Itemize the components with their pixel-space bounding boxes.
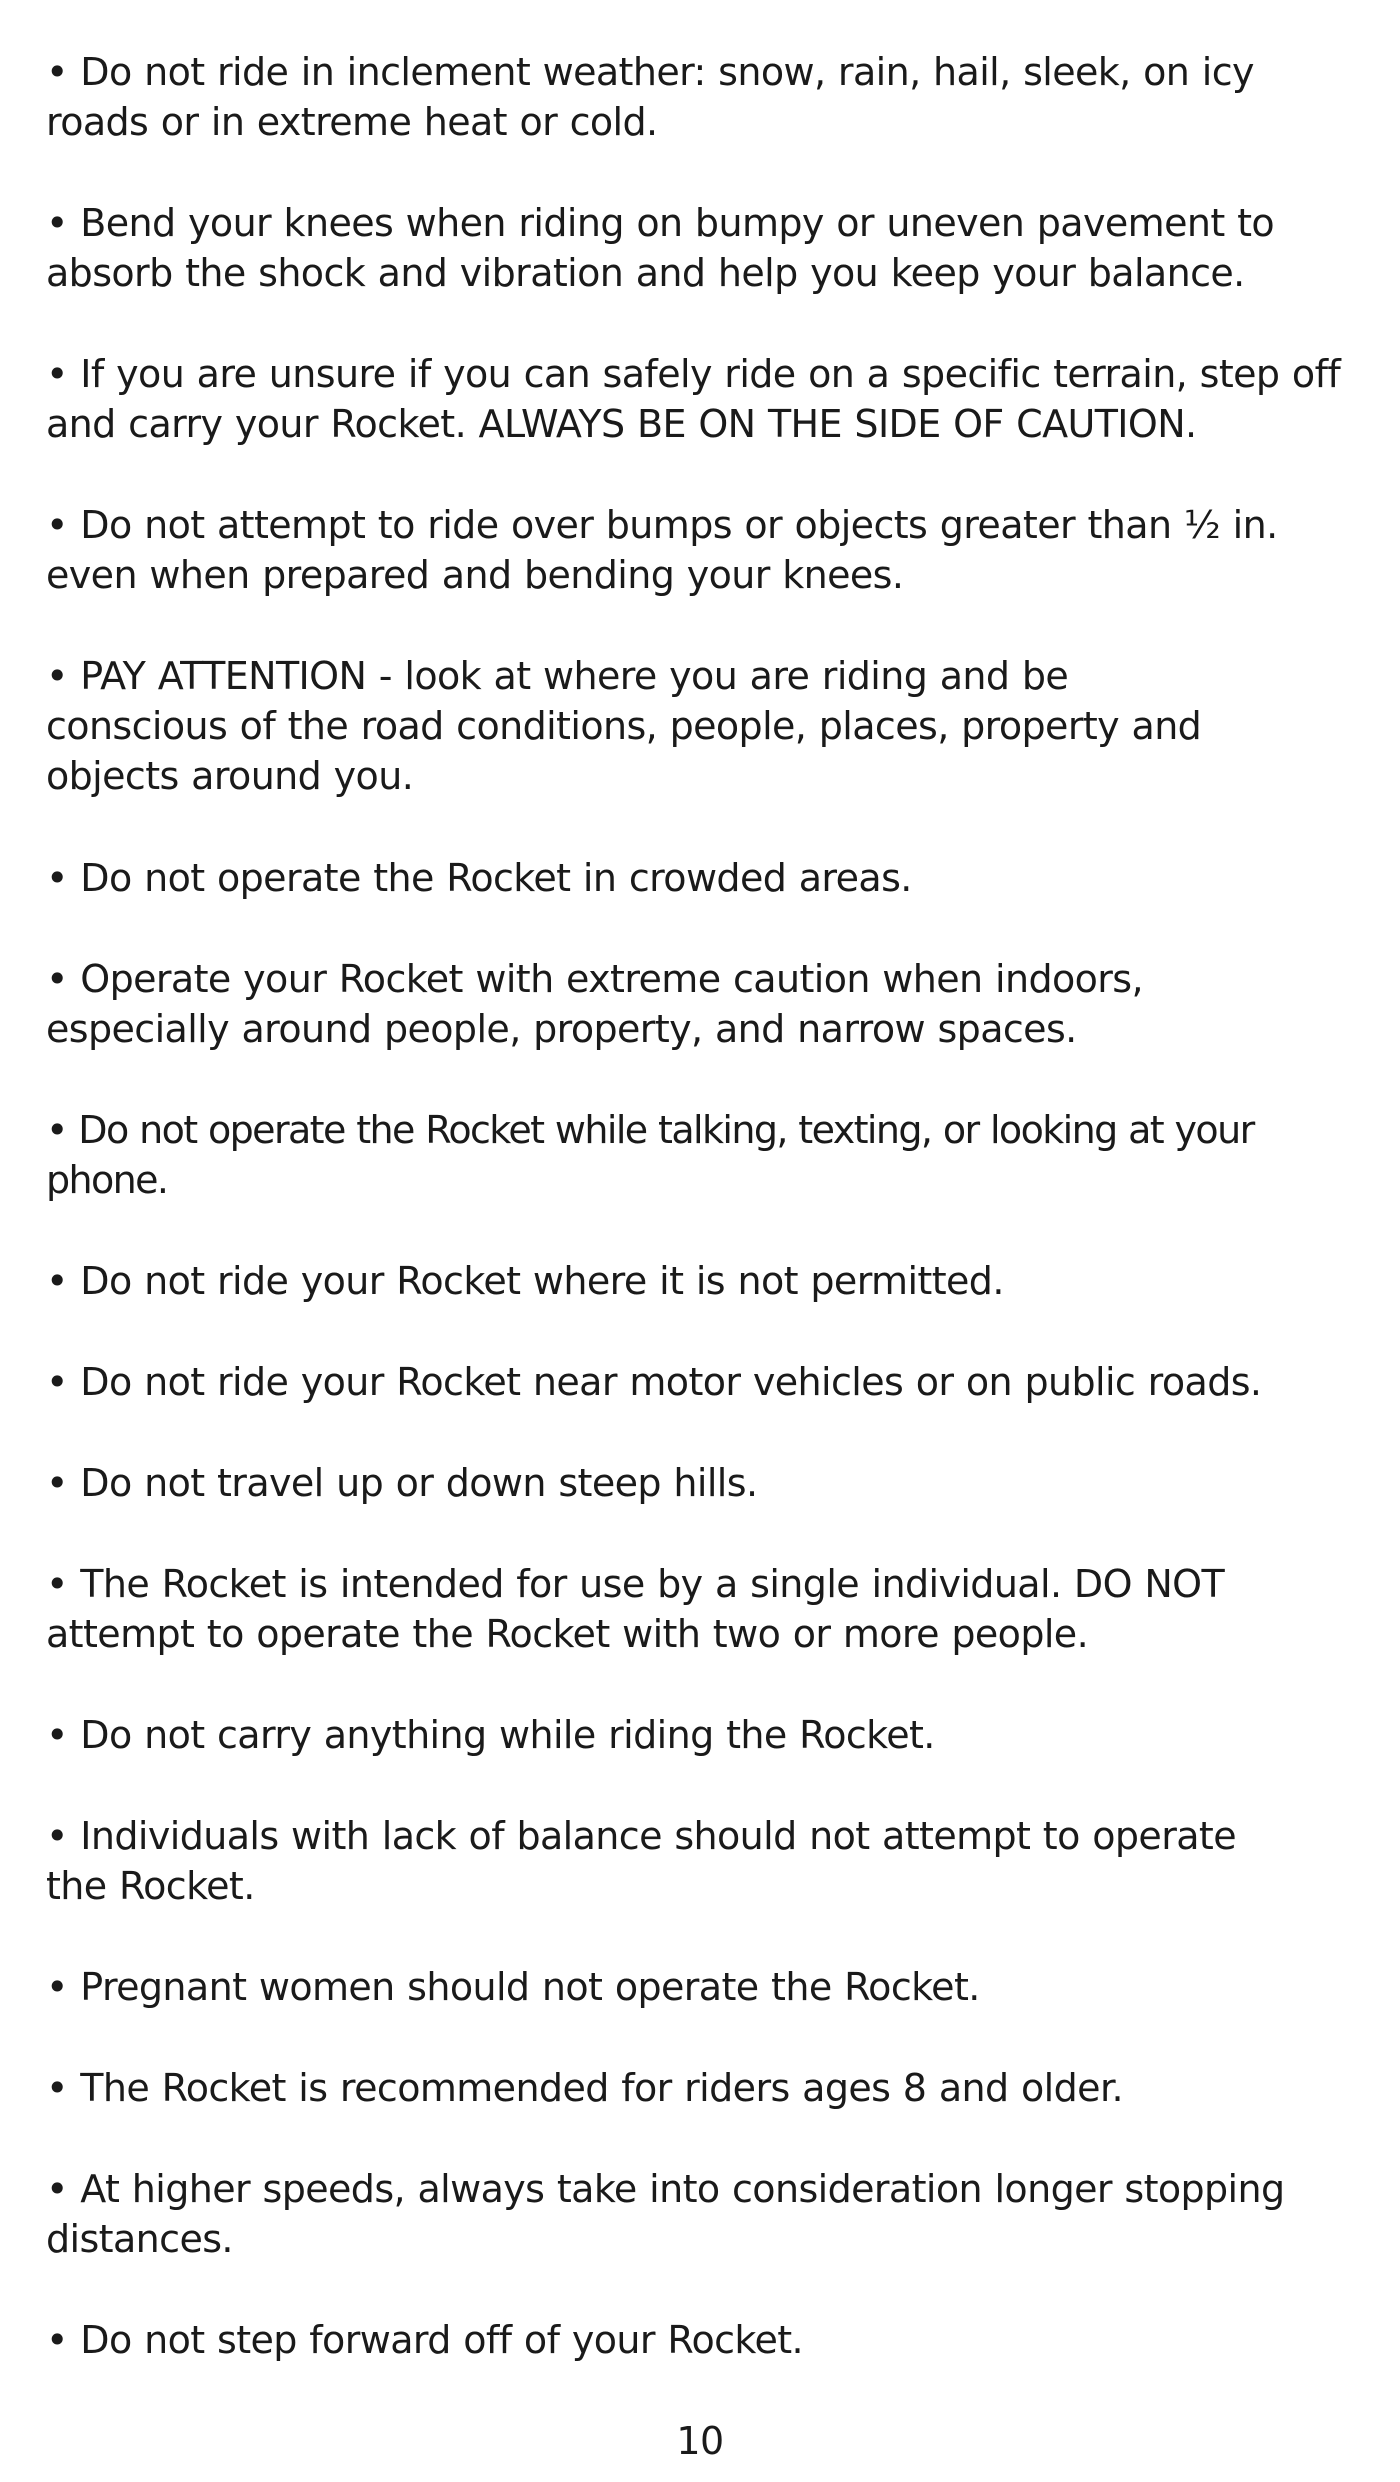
safety-item-carry-anything: [46, 1710, 1366, 1760]
item-line: roads or in extreme heat or cold.: [46, 100, 658, 144]
item-line: • Do not carry anything while riding the Rocket.: [46, 1713, 935, 1757]
item-line: • The Rocket is intended for use by a single individual. DO NOT: [46, 1562, 1225, 1606]
safety-item-not-permitted: [46, 1256, 1366, 1306]
item-line: attempt to operate the Rocket with two or more people.: [46, 1612, 1089, 1656]
item-line: distances.: [46, 2217, 233, 2261]
safety-item-balance: [46, 1811, 1366, 1911]
item-line: conscious of the road conditions, people, places, property and: [46, 704, 1202, 748]
item-line: • The Rocket is recommended for riders ages 8 and older.: [46, 2066, 1123, 2110]
safety-item-bend-knees: [46, 198, 1366, 298]
safety-item-motor-vehicles: [46, 1357, 1366, 1407]
item-line: • Do not ride your Rocket where it is not permitted.: [46, 1259, 1004, 1303]
safety-item-age: [46, 2063, 1366, 2113]
item-line: • Do not travel up or down steep hills.: [46, 1461, 758, 1505]
safety-item-inclement-weather: [46, 47, 1366, 147]
safety-item-step-forward: [46, 2315, 1366, 2365]
item-line: • Do not ride your Rocket near motor vehicles or on public roads.: [46, 1360, 1262, 1404]
item-line: objects around you.: [46, 754, 414, 798]
item-line: especially around people, property, and narrow spaces.: [46, 1007, 1077, 1051]
item-line: • Bend your knees when riding on bumpy or uneven pavement to: [46, 201, 1275, 245]
item-line: absorb the shock and vibration and help you keep your balance.: [46, 251, 1245, 295]
item-line: • Do not attempt to ride over bumps or objects greater than ½ in.: [46, 503, 1278, 547]
item-line: • Do not operate the Rocket while talking, texting, or looking at your: [46, 1108, 1254, 1152]
item-line: the Rocket.: [46, 1864, 255, 1908]
item-line: • Do not ride in inclement weather: snow, rain, hail, sleek, on icy: [46, 50, 1254, 94]
safety-item-steep-hills: [46, 1458, 1366, 1508]
page-number: 10: [676, 2419, 724, 2463]
safety-item-crowded-areas: [46, 853, 1366, 903]
item-line: and carry your Rocket. ALWAYS BE ON THE SIDE OF CAUTION.: [46, 402, 1197, 446]
safety-item-pregnant: [46, 1962, 1366, 2012]
item-line: • Individuals with lack of balance should not attempt to operate: [46, 1814, 1236, 1858]
item-line: • At higher speeds, always take into consideration longer stopping: [46, 2167, 1285, 2211]
item-line: even when prepared and bending your knees.: [46, 553, 904, 597]
safety-item-pay-attention: [46, 651, 1366, 801]
safety-item-indoors: [46, 954, 1366, 1054]
item-line: • Do not step forward off of your Rocket.: [46, 2318, 804, 2362]
safety-item-unsure-terrain: [46, 349, 1366, 449]
safety-item-bumps-objects: [46, 500, 1366, 600]
item-line: phone.: [46, 1158, 168, 1202]
item-line: • Pregnant women should not operate the Rocket.: [46, 1965, 980, 2009]
safety-item-stopping-distance: [46, 2164, 1366, 2264]
safety-item-single-rider: [46, 1559, 1366, 1659]
item-line: • Operate your Rocket with extreme caution when indoors,: [46, 957, 1143, 1001]
item-line: • PAY ATTENTION - look at where you are riding and be: [46, 654, 1069, 698]
safety-item-phone: [46, 1105, 1366, 1205]
item-line: • Do not operate the Rocket in crowded areas.: [46, 856, 912, 900]
item-line: • If you are unsure if you can safely ride on a specific terrain, step off: [46, 352, 1341, 396]
